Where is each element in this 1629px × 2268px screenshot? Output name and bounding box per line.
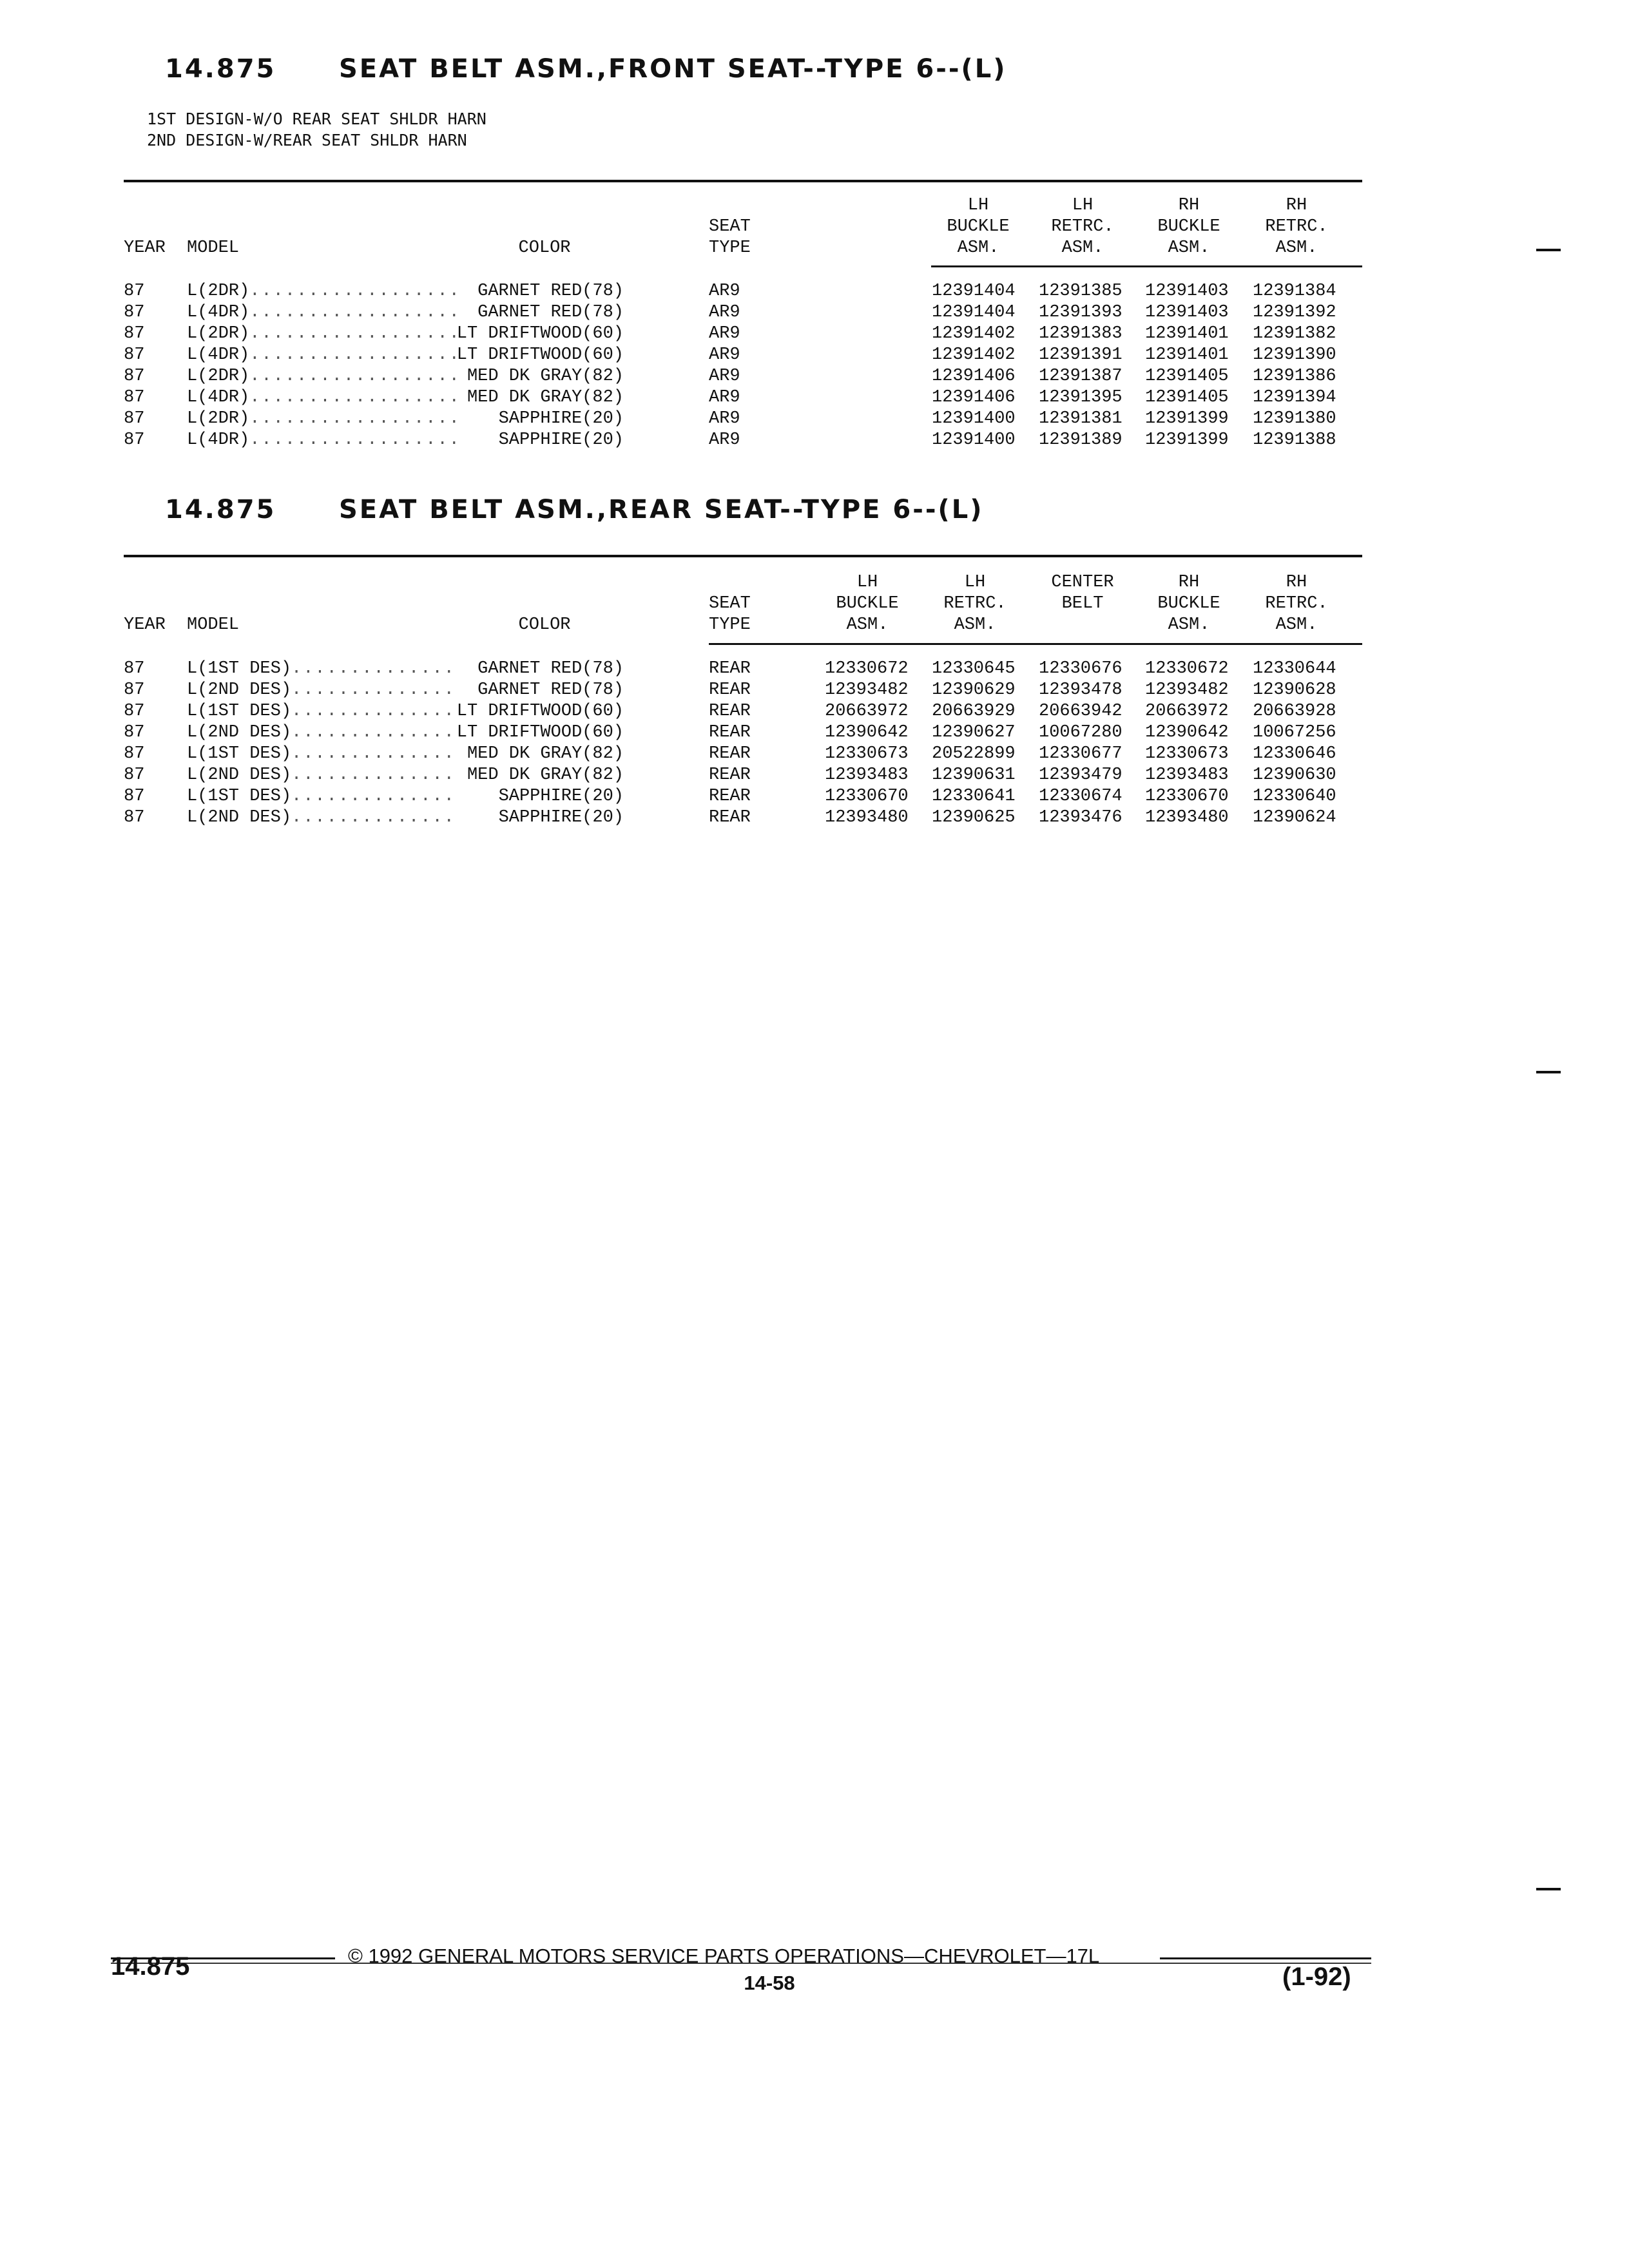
front-section-title [165,54,1007,84]
cell-center-belt: 12393479 [1039,765,1123,785]
cell-lh-buckle: 12393482 [825,680,909,700]
cell-lh-buckle: 12393480 [825,808,909,827]
cell-year: 87 [124,744,145,764]
hdr-rh-retrc-2: RETRC. [1265,217,1328,236]
cell-model: L(2DR).................. [187,282,461,301]
hdr-center-belt-1: CENTER [1051,573,1114,592]
hdr-rh-retrc-3: ASM. [1275,615,1318,635]
hdr-seat-line2: TYPE [709,615,751,635]
leader-dots: .............. [291,659,456,678]
leader-dots: .................. [249,345,461,365]
hdr-lh-buckle-2: BUCKLE [947,217,1010,236]
cell-lh-retrc: 12391381 [1039,409,1123,428]
hdr-lh-buckle-3: ASM. [846,615,889,635]
cell-lh-buckle: 12391400 [932,430,1016,450]
cell-lh-buckle: 12330672 [825,659,909,678]
hdr-lh-retrc-2: RETRC. [1051,217,1114,236]
hdr-seat-line2: TYPE [709,238,751,258]
table-row [0,765,1629,786]
footer-section-number: 14.875 [111,1952,190,1981]
table-row [0,658,1629,680]
cell-center-belt: 12330674 [1039,787,1123,806]
cell-rh-buckle: 12393482 [1145,680,1229,700]
leader-dots: .............. [291,765,456,785]
cell-lh-buckle: 12391406 [932,367,1016,386]
cell-seat-type: AR9 [709,430,740,450]
hdr-lh-buckle-2: BUCKLE [836,594,899,613]
cell-lh-retrc: 12390625 [932,808,1016,827]
cell-model: L(2DR).................. [187,409,461,428]
cell-center-belt: 12393476 [1039,808,1123,827]
cell-center-belt: 12393478 [1039,680,1123,700]
cell-lh-retrc: 12391389 [1039,430,1123,450]
cell-rh-buckle: 12391401 [1145,324,1229,343]
cell-lh-buckle: 12391404 [932,303,1016,322]
footer-page-number: 14-58 [744,1972,795,1994]
table-row [0,430,1629,451]
cell-lh-buckle: 12330673 [825,744,909,764]
cell-model: L(4DR).................. [187,303,461,322]
cell-rh-retrc: 20663928 [1253,702,1336,721]
leader-dots: .................. [249,324,461,343]
hdr-lh-buckle-3: ASM. [957,238,999,258]
cell-model: L(1ST DES).............. [187,659,456,678]
cell-rh-buckle: 12391403 [1145,303,1229,322]
cell-seat-type: AR9 [709,409,740,428]
cell-model: L(2ND DES).............. [187,723,456,742]
cell-lh-retrc: 12390631 [932,765,1016,785]
cell-year: 87 [124,388,145,407]
hdr-center-belt-2: BELT [1061,594,1104,613]
cell-model: L(4DR).................. [187,345,461,365]
front-design-notes [147,108,487,151]
cell-seat-type: REAR [709,659,751,678]
cell-rh-retrc: 12330644 [1253,659,1336,678]
hdr-lh-retrc-3: ASM. [1061,238,1104,258]
cell-rh-retrc: 12391392 [1253,303,1336,322]
cell-year: 87 [124,808,145,827]
hdr-seat-line1: SEAT [709,594,751,613]
hdr-rh-buckle-2: BUCKLE [1157,217,1220,236]
cell-center-belt: 20663942 [1039,702,1123,721]
table-row [0,323,1629,345]
cell-seat-type: AR9 [709,388,740,407]
cell-model: L(4DR).................. [187,430,461,450]
hdr-rh-retrc-2: RETRC. [1265,594,1328,613]
cell-rh-buckle: 12391403 [1145,282,1229,301]
edge-tick-mark [1536,1888,1561,1890]
edge-tick-mark [1536,1071,1561,1073]
cell-color: LT DRIFTWOOD(60) [456,345,624,365]
cell-year: 87 [124,723,145,742]
cell-color: GARNET RED(78) [477,680,624,700]
hdr-lh-retrc-3: ASM. [954,615,996,635]
footer-rule-right [1160,1957,1371,1959]
hdr-rh-buckle-2: BUCKLE [1157,594,1220,613]
cell-year: 87 [124,303,145,322]
cell-rh-buckle: 12391399 [1145,409,1229,428]
cell-rh-retrc: 12391384 [1253,282,1336,301]
cell-year: 87 [124,765,145,785]
cell-color: MED DK GRAY(82) [467,388,624,407]
cell-rh-buckle: 12391405 [1145,388,1229,407]
footer-copyright: © 1992 GENERAL MOTORS SERVICE PARTS OPERATIONS—CHEVROLET—17L [348,1945,1100,1967]
cell-color: MED DK GRAY(82) [467,744,624,764]
hdr-color: COLOR [518,615,571,635]
rear-section-heading: SEAT BELT ASM.,REAR SEAT--TYPE 6--(L) [339,495,984,524]
cell-rh-retrc: 12390628 [1253,680,1336,700]
rear-section-title [165,495,983,524]
cell-lh-retrc: 12391383 [1039,324,1123,343]
cell-year: 87 [124,659,145,678]
cell-rh-retrc: 12391382 [1253,324,1336,343]
cell-rh-retrc: 12390630 [1253,765,1336,785]
table-row [0,680,1629,701]
cell-rh-retrc: 12330646 [1253,744,1336,764]
cell-rh-buckle: 12391401 [1145,345,1229,365]
hdr-color: COLOR [518,238,571,258]
cell-lh-buckle: 12391402 [932,324,1016,343]
leader-dots: .................. [249,282,461,301]
hdr-rh-buckle-1: RH [1178,196,1200,215]
cell-lh-buckle: 12391404 [932,282,1016,301]
front-section-number: 14.875 [165,54,276,84]
cell-rh-retrc: 12391386 [1253,367,1336,386]
cell-rh-buckle: 12393480 [1145,808,1229,827]
cell-model: L(2ND DES).............. [187,808,456,827]
cell-rh-buckle: 12330672 [1145,659,1229,678]
rear-top-rule [124,555,1362,557]
cell-lh-retrc: 12330641 [932,787,1016,806]
cell-rh-buckle: 12390642 [1145,723,1229,742]
front-top-rule [124,180,1362,182]
cell-color: SAPPHIRE(20) [498,808,624,827]
edge-tick-mark [1536,249,1561,251]
cell-lh-retrc: 12391385 [1039,282,1123,301]
cell-year: 87 [124,324,145,343]
hdr-rh-retrc-1: RH [1286,573,1307,592]
cell-model: L(2DR).................. [187,324,461,343]
cell-rh-retrc: 12391380 [1253,409,1336,428]
cell-lh-buckle: 20663972 [825,702,909,721]
cell-year: 87 [124,345,145,365]
cell-seat-type: REAR [709,787,751,806]
cell-color: MED DK GRAY(82) [467,367,624,386]
leader-dots: .................. [249,430,461,450]
cell-lh-buckle: 12390642 [825,723,909,742]
cell-seat-type: AR9 [709,367,740,386]
cell-seat-type: REAR [709,808,751,827]
cell-center-belt: 12330677 [1039,744,1123,764]
cell-model: L(4DR).................. [187,388,461,407]
table-row [0,786,1629,807]
leader-dots: .............. [291,787,456,806]
table-row [0,345,1629,366]
leader-dots: .............. [291,723,456,742]
cell-rh-buckle: 12391399 [1145,430,1229,450]
table-row [0,387,1629,408]
leader-dots: .............. [291,808,456,827]
table-row [0,302,1629,323]
cell-model: L(2DR).................. [187,367,461,386]
cell-rh-buckle: 12393483 [1145,765,1229,785]
hdr-model: MODEL [187,615,240,635]
cell-lh-retrc: 20522899 [932,744,1016,764]
cell-color: LT DRIFTWOOD(60) [456,324,624,343]
cell-lh-retrc: 12391391 [1039,345,1123,365]
cell-color: LT DRIFTWOOD(60) [456,702,624,721]
cell-lh-buckle: 12391402 [932,345,1016,365]
hdr-rh-buckle-3: ASM. [1168,615,1210,635]
hdr-lh-buckle-1: LH [856,573,878,592]
table-row [0,807,1629,829]
table-row [0,366,1629,387]
hdr-lh-retrc-2: RETRC. [943,594,1007,613]
cell-lh-retrc: 12391395 [1039,388,1123,407]
hdr-lh-retrc-1: LH [1072,196,1094,215]
rear-section-number: 14.875 [165,495,276,524]
cell-model: L(2ND DES).............. [187,680,456,700]
cell-year: 87 [124,409,145,428]
hdr-lh-buckle-1: LH [967,196,989,215]
hdr-seat-line1: SEAT [709,217,751,236]
cell-lh-retrc: 12391387 [1039,367,1123,386]
front-section-heading: SEAT BELT ASM.,FRONT SEAT--TYPE 6--(L) [339,54,1007,84]
cell-rh-buckle: 20663972 [1145,702,1229,721]
cell-year: 87 [124,680,145,700]
hdr-rh-retrc-3: ASM. [1275,238,1318,258]
cell-color: GARNET RED(78) [477,282,624,301]
cell-lh-retrc: 20663929 [932,702,1016,721]
cell-rh-retrc: 10067256 [1253,723,1336,742]
cell-seat-type: AR9 [709,345,740,365]
rear-header-underline [709,643,1362,645]
leader-dots: .............. [291,702,456,721]
leader-dots: .................. [249,303,461,322]
hdr-rh-retrc-1: RH [1286,196,1307,215]
cell-lh-buckle: 12391406 [932,388,1016,407]
hdr-year: YEAR [124,615,166,635]
cell-seat-type: REAR [709,744,751,764]
footer-date-code: (1-92) [1282,1963,1351,1991]
design-note-2: 2ND DESIGN-W/REAR SEAT SHLDR HARN [147,131,467,149]
table-row [0,744,1629,765]
table-row [0,281,1629,302]
cell-model: L(1ST DES).............. [187,744,456,764]
cell-color: SAPPHIRE(20) [498,430,624,450]
cell-rh-buckle: 12330673 [1145,744,1229,764]
cell-rh-retrc: 12391390 [1253,345,1336,365]
leader-dots: .............. [291,744,456,764]
cell-seat-type: REAR [709,702,751,721]
cell-color: GARNET RED(78) [477,303,624,322]
hdr-lh-retrc-1: LH [964,573,986,592]
cell-year: 87 [124,702,145,721]
cell-seat-type: REAR [709,723,751,742]
cell-rh-retrc: 12390624 [1253,808,1336,827]
cell-color: GARNET RED(78) [477,659,624,678]
cell-rh-retrc: 12330640 [1253,787,1336,806]
cell-color: LT DRIFTWOOD(60) [456,723,624,742]
cell-seat-type: AR9 [709,324,740,343]
cell-center-belt: 12330676 [1039,659,1123,678]
hdr-rh-buckle-1: RH [1178,573,1200,592]
cell-rh-retrc: 12391394 [1253,388,1336,407]
table-row [0,408,1629,430]
cell-lh-retrc: 12391393 [1039,303,1123,322]
cell-lh-buckle: 12391400 [932,409,1016,428]
cell-rh-retrc: 12391388 [1253,430,1336,450]
leader-dots: .............. [291,680,456,700]
leader-dots: .................. [249,367,461,386]
cell-lh-retrc: 12390627 [932,723,1016,742]
cell-seat-type: AR9 [709,303,740,322]
leader-dots: .................. [249,388,461,407]
cell-seat-type: AR9 [709,282,740,301]
cell-year: 87 [124,282,145,301]
cell-rh-buckle: 12330670 [1145,787,1229,806]
cell-model: L(1ST DES).............. [187,787,456,806]
cell-lh-buckle: 12330670 [825,787,909,806]
cell-year: 87 [124,430,145,450]
design-note-1: 1ST DESIGN-W/O REAR SEAT SHLDR HARN [147,110,487,128]
cell-model: L(2ND DES).............. [187,765,456,785]
cell-lh-buckle: 12393483 [825,765,909,785]
cell-year: 87 [124,787,145,806]
cell-seat-type: REAR [709,765,751,785]
cell-color: MED DK GRAY(82) [467,765,624,785]
cell-center-belt: 10067280 [1039,723,1123,742]
cell-lh-retrc: 12390629 [932,680,1016,700]
table-row [0,701,1629,722]
cell-color: SAPPHIRE(20) [498,409,624,428]
table-row [0,722,1629,744]
hdr-model: MODEL [187,238,240,258]
cell-color: SAPPHIRE(20) [498,787,624,806]
cell-seat-type: REAR [709,680,751,700]
front-header-underline [931,265,1362,267]
leader-dots: .................. [249,409,461,428]
hdr-year: YEAR [124,238,166,258]
hdr-rh-buckle-3: ASM. [1168,238,1210,258]
cell-year: 87 [124,367,145,386]
cell-lh-retrc: 12330645 [932,659,1016,678]
cell-rh-buckle: 12391405 [1145,367,1229,386]
cell-model: L(1ST DES).............. [187,702,456,721]
